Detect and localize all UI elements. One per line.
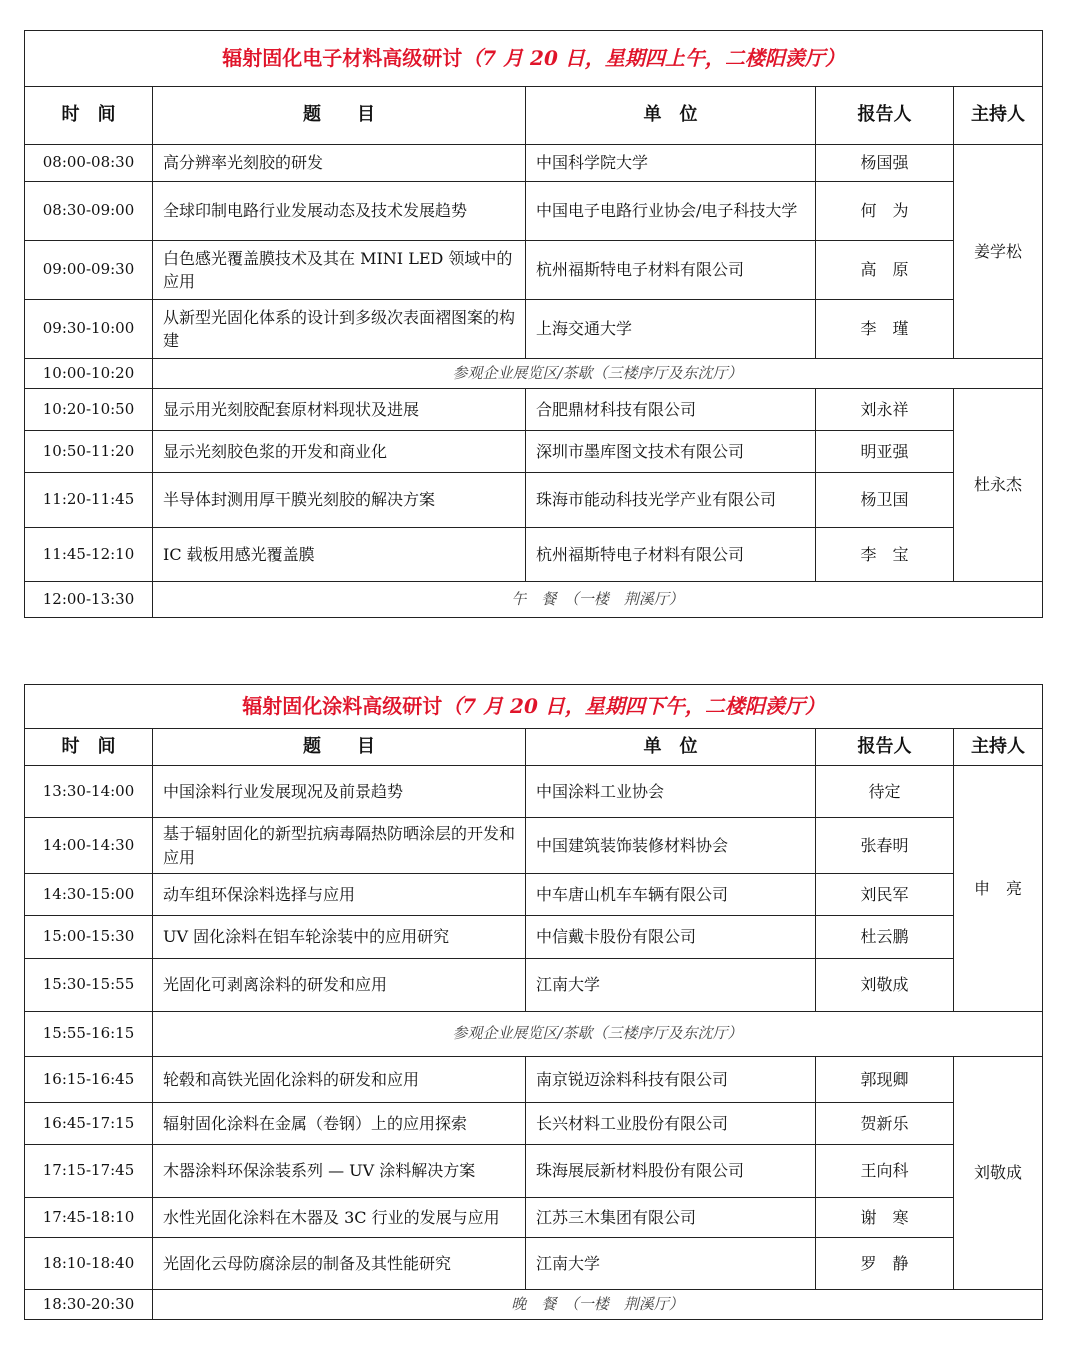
break-text: 参观企业展览区/茶歇（三楼序厅及东沈厅）: [153, 1012, 1043, 1057]
topic-cell: 基于辐射固化的新型抗病毒隔热防晒涂层的开发和应用: [153, 818, 526, 874]
unit-cell: 珠海市能动科技光学产业有限公司: [526, 473, 816, 528]
table-row: [25, 818, 1043, 874]
table-row: [25, 528, 1043, 582]
table-row: [25, 1198, 1043, 1238]
speaker-cell: 李 宝: [816, 528, 954, 582]
table-row: [25, 916, 1043, 959]
time-cell: 16:15-16:45: [25, 1057, 153, 1103]
table-row: [25, 874, 1043, 916]
break-text: 晚 餐 （一楼 荆溪厅）: [153, 1290, 1043, 1320]
topic-cell: 半导体封测用厚干膜光刻胶的解决方案: [153, 473, 526, 528]
unit-cell: 杭州福斯特电子材料有限公司: [526, 528, 816, 582]
unit-cell: 江南大学: [526, 1238, 816, 1290]
time-cell: 14:30-15:00: [25, 874, 153, 916]
speaker-cell: 杜云鹏: [816, 916, 954, 959]
topic-cell: 中国涂料行业发展现况及前景趋势: [153, 766, 526, 818]
time-cell: 11:45-12:10: [25, 528, 153, 582]
unit-cell: 珠海展辰新材料股份有限公司: [526, 1145, 816, 1198]
session-title-text: 辐射固化电子材料高级研讨: [222, 46, 463, 70]
schedule-table-2: [24, 684, 1043, 1320]
table-row: [25, 473, 1043, 528]
unit-cell: 合肥鼎材科技有限公司: [526, 389, 816, 431]
session-date: （7 月 20 日，星期四上午，二楼阳羡厅）: [462, 46, 845, 70]
time-cell: 17:45-18:10: [25, 1198, 153, 1238]
topic-cell: 光固化可剥离涂料的研发和应用: [153, 959, 526, 1012]
speaker-cell: 明亚强: [816, 431, 954, 473]
speaker-cell: 高 原: [816, 241, 954, 300]
table-row: [25, 1238, 1043, 1290]
table-row: [25, 1057, 1043, 1103]
unit-cell: 南京锐迈涂料科技有限公司: [526, 1057, 816, 1103]
time-cell: 12:00-13:30: [25, 582, 153, 618]
host-cell: 申 亮: [954, 766, 1043, 1012]
time-cell: 13:30-14:00: [25, 766, 153, 818]
topic-cell: IC 载板用感光覆盖膜: [153, 528, 526, 582]
topic-cell: 光固化云母防腐涂层的制备及其性能研究: [153, 1238, 526, 1290]
speaker-cell: 杨国强: [816, 145, 954, 182]
table-row: [25, 959, 1043, 1012]
speaker-cell: 刘敬成: [816, 959, 954, 1012]
time-cell: 09:00-09:30: [25, 241, 153, 300]
host-cell: 姜学松: [954, 145, 1043, 359]
topic-cell: 木器涂料环保涂装系列 — UV 涂料解决方案: [153, 1145, 526, 1198]
table-row: [25, 431, 1043, 473]
session-title: [25, 31, 1043, 87]
break-row: [25, 359, 1043, 389]
speaker-cell: 刘民军: [816, 874, 954, 916]
unit-cell: 中国建筑装饰装修材料协会: [526, 818, 816, 874]
topic-cell: 从新型光固化体系的设计到多级次表面褶图案的构建: [153, 300, 526, 359]
unit-cell: 中车唐山机车车辆有限公司: [526, 874, 816, 916]
speaker-cell: 刘永祥: [816, 389, 954, 431]
unit-cell: 中国科学院大学: [526, 145, 816, 182]
session-title: [25, 685, 1043, 729]
topic-cell: 高分辨率光刻胶的研发: [153, 145, 526, 182]
header-row: [25, 729, 1043, 766]
time-cell: 14:00-14:30: [25, 818, 153, 874]
col-header-topic: 题 目: [153, 729, 526, 766]
time-cell: 15:55-16:15: [25, 1012, 153, 1057]
topic-cell: 显示用光刻胶配套原材料现状及进展: [153, 389, 526, 431]
time-cell: 10:50-11:20: [25, 431, 153, 473]
time-cell: 11:20-11:45: [25, 473, 153, 528]
table-row: [25, 182, 1043, 241]
table-row: [25, 241, 1043, 300]
time-cell: 15:00-15:30: [25, 916, 153, 959]
time-cell: 15:30-15:55: [25, 959, 153, 1012]
time-cell: 17:15-17:45: [25, 1145, 153, 1198]
speaker-cell: 杨卫国: [816, 473, 954, 528]
schedule-table-1: [24, 30, 1043, 618]
break-text: 午 餐 （一楼 荆溪厅）: [153, 582, 1043, 618]
topic-cell: 辐射固化涂料在金属（卷钢）上的应用探索: [153, 1103, 526, 1145]
break-text: 参观企业展览区/茶歇（三楼序厅及东沈厅）: [153, 359, 1043, 389]
col-header-speaker: 报告人: [816, 87, 954, 145]
host-cell: 杜永杰: [954, 389, 1043, 582]
speaker-cell: 郭现卿: [816, 1057, 954, 1103]
col-header-time: 时 间: [25, 729, 153, 766]
speaker-cell: 谢 寒: [816, 1198, 954, 1238]
unit-cell: 中国涂料工业协会: [526, 766, 816, 818]
col-header-host: 主持人: [954, 87, 1043, 145]
time-cell: 09:30-10:00: [25, 300, 153, 359]
table-row: [25, 300, 1043, 359]
topic-cell: UV 固化涂料在铝车轮涂装中的应用研究: [153, 916, 526, 959]
time-cell: 08:30-09:00: [25, 182, 153, 241]
speaker-cell: 李 瑾: [816, 300, 954, 359]
table-row: [25, 1145, 1043, 1198]
time-cell: 10:00-10:20: [25, 359, 153, 389]
time-cell: 08:00-08:30: [25, 145, 153, 182]
time-cell: 16:45-17:15: [25, 1103, 153, 1145]
unit-cell: 江苏三木集团有限公司: [526, 1198, 816, 1238]
col-header-unit: 单 位: [526, 87, 816, 145]
break-row: [25, 1290, 1043, 1320]
speaker-cell: 罗 静: [816, 1238, 954, 1290]
host-cell: 刘敬成: [954, 1057, 1043, 1290]
speaker-cell: 待定: [816, 766, 954, 818]
session-date: （7 月 20 日，星期四下午，二楼阳羡厅）: [442, 694, 825, 718]
table-row: [25, 1103, 1043, 1145]
topic-cell: 水性光固化涂料在木器及 3C 行业的发展与应用: [153, 1198, 526, 1238]
table-row: [25, 766, 1043, 818]
speaker-cell: 何 为: [816, 182, 954, 241]
speaker-cell: 王向科: [816, 1145, 954, 1198]
speaker-cell: 张春明: [816, 818, 954, 874]
header-row: [25, 87, 1043, 145]
col-header-topic: 题 目: [153, 87, 526, 145]
unit-cell: 上海交通大学: [526, 300, 816, 359]
topic-cell: 显示光刻胶色浆的开发和商业化: [153, 431, 526, 473]
break-row: [25, 1012, 1043, 1057]
topic-cell: 轮毂和高铁光固化涂料的研发和应用: [153, 1057, 526, 1103]
unit-cell: 江南大学: [526, 959, 816, 1012]
topic-cell: 白色感光覆盖膜技术及其在 MINI LED 领域中的应用: [153, 241, 526, 300]
unit-cell: 中信戴卡股份有限公司: [526, 916, 816, 959]
unit-cell: 深圳市墨库图文技术有限公司: [526, 431, 816, 473]
time-cell: 10:20-10:50: [25, 389, 153, 431]
session-title-text: 辐射固化涂料高级研讨: [242, 694, 443, 718]
unit-cell: 中国电子电路行业协会/电子科技大学: [526, 182, 816, 241]
time-cell: 18:30-20:30: [25, 1290, 153, 1320]
col-header-speaker: 报告人: [816, 729, 954, 766]
time-cell: 18:10-18:40: [25, 1238, 153, 1290]
break-row: [25, 582, 1043, 618]
unit-cell: 杭州福斯特电子材料有限公司: [526, 241, 816, 300]
col-header-unit: 单 位: [526, 729, 816, 766]
col-header-host: 主持人: [954, 729, 1043, 766]
table-row: [25, 389, 1043, 431]
speaker-cell: 贺新乐: [816, 1103, 954, 1145]
topic-cell: 动车组环保涂料选择与应用: [153, 874, 526, 916]
unit-cell: 长兴材料工业股份有限公司: [526, 1103, 816, 1145]
col-header-time: 时 间: [25, 87, 153, 145]
table-row: [25, 145, 1043, 182]
topic-cell: 全球印制电路行业发展动态及技术发展趋势: [153, 182, 526, 241]
